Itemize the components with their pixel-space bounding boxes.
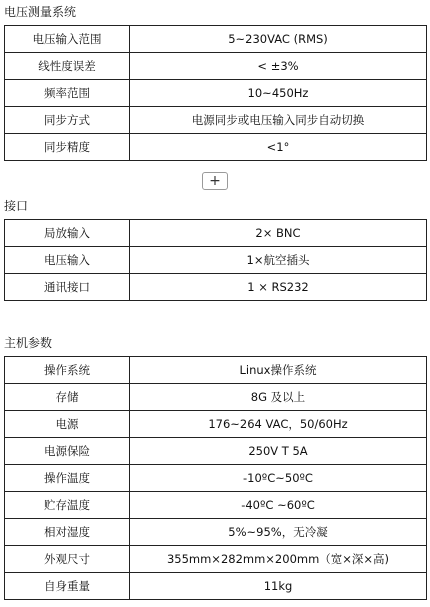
- row-value: Linux操作系统: [130, 357, 427, 384]
- row-label: 电压输入: [5, 247, 130, 274]
- row-value: 10~450Hz: [130, 80, 427, 107]
- table-row: [5, 573, 427, 600]
- table-row: [5, 134, 427, 161]
- row-value: 250V T 5A: [130, 438, 427, 465]
- row-label: 电源保险: [5, 438, 130, 465]
- row-label: 操作温度: [5, 465, 130, 492]
- row-label: 通讯接口: [5, 274, 130, 301]
- row-value: <1°: [130, 134, 427, 161]
- row-value: 355mm×282mm×200mm（宽×深×高): [130, 546, 427, 573]
- row-value: 2× BNC: [130, 220, 427, 247]
- row-label: 频率范围: [5, 80, 130, 107]
- row-value: 5~230VAC (RMS): [130, 26, 427, 53]
- voltage-system-table: [4, 25, 427, 161]
- row-label: 同步方式: [5, 107, 130, 134]
- table-row: [5, 53, 427, 80]
- table-row: [5, 384, 427, 411]
- table-row: [5, 519, 427, 546]
- table-row: [5, 492, 427, 519]
- table-row: [5, 546, 427, 573]
- table-row: [5, 357, 427, 384]
- row-value: 176~264 VAC，50/60Hz: [130, 411, 427, 438]
- host-params-table: [4, 356, 427, 600]
- row-value: 5%~95%，无冷凝: [130, 519, 427, 546]
- table-row: [5, 26, 427, 53]
- table-row: [5, 220, 427, 247]
- row-label: 外观尺寸: [5, 546, 130, 573]
- table-row: [5, 465, 427, 492]
- row-label: 存储: [5, 384, 130, 411]
- row-label: 同步精度: [5, 134, 130, 161]
- row-label: 自身重量: [5, 573, 130, 600]
- section-title-voltage-system: 电压测量系统: [4, 5, 77, 19]
- table-row: [5, 438, 427, 465]
- expand-button[interactable]: +: [202, 172, 228, 190]
- row-label: 电压输入范围: [5, 26, 130, 53]
- table-row: [5, 247, 427, 274]
- row-value: -10ºC~50ºC: [130, 465, 427, 492]
- row-value: 1 × RS232: [130, 274, 427, 301]
- row-label: 局放输入: [5, 220, 130, 247]
- row-label: 电源: [5, 411, 130, 438]
- row-value: 11kg: [130, 573, 427, 600]
- row-label: 线性度误差: [5, 53, 130, 80]
- table-row: [5, 107, 427, 134]
- interface-table: [4, 219, 427, 301]
- table-row: [5, 274, 427, 301]
- row-value: -40ºC ~60ºC: [130, 492, 427, 519]
- row-value: 8G 及以上: [130, 384, 427, 411]
- row-label: 贮存温度: [5, 492, 130, 519]
- row-value: 电源同步或电压输入同步自动切换: [130, 107, 427, 134]
- row-value: 1×航空插头: [130, 247, 427, 274]
- table-row: [5, 80, 427, 107]
- row-label: 操作系统: [5, 357, 130, 384]
- section-title-host-params: 主机参数: [4, 336, 53, 350]
- table-row: [5, 411, 427, 438]
- section-title-interface: 接口: [4, 199, 29, 213]
- row-label: 相对湿度: [5, 519, 130, 546]
- row-value: < ±3%: [130, 53, 427, 80]
